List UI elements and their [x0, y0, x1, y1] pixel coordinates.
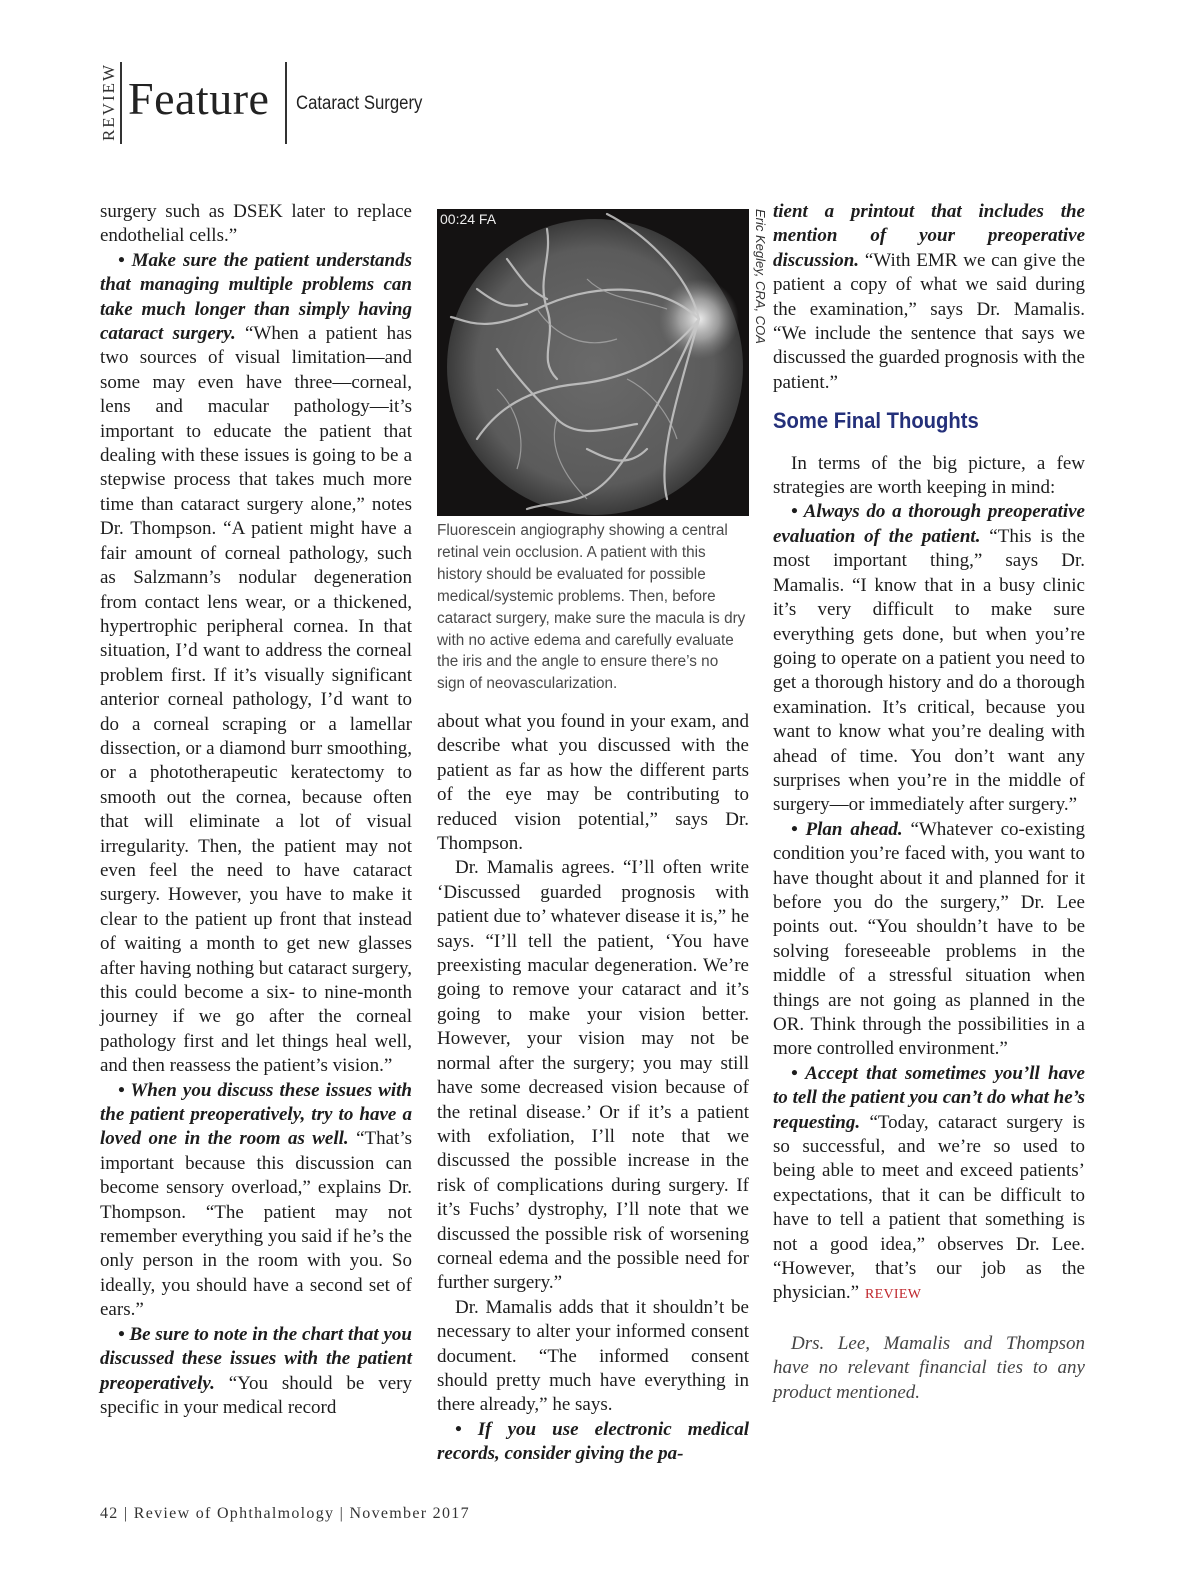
column-1: [100, 200, 412, 1420]
column-2: [437, 710, 749, 1467]
bullet-lead: tient a printout that includes the mention of your preoperative discussion.: [773, 201, 1085, 271]
photo-credit-text: Eric Kegley, CRA, COA: [753, 209, 768, 344]
section-heading: Some Final Thoughts: [773, 408, 979, 434]
bullet-lead: • Make sure the patient understands that managing multiple problems can take much longer than simply having cataract surgery.: [100, 249, 412, 345]
paragraph: [773, 500, 1085, 817]
retina-image: [437, 209, 749, 516]
separator: |: [123, 1505, 129, 1522]
issue-date: November 2017: [349, 1505, 470, 1522]
header-divider: [285, 62, 287, 144]
paragraph-text: “When a patient has two sources of visual limitation—and some may even have three—corneal, lens and macular pathology—it’s important to educate the patient that dealing with these issues is going to be a stepwise process that takes much more time than cataract surgery alone,” notes Dr. Thompson. “A patient might have a fair amount of corneal pathology, such as Salzmann’s nodular degeneration from contact lens wear, or a thickened, hypertrophic peripheral cornea. In that situation, I’d want to address the corneal problem first. If it’s visually significant anterior corneal pathology, I’d want to do a corneal scraping or a lamellar dissection, or a diamond burr smoothing, or a phototherapeutic keratectomy to smooth out the cornea, because often that will eliminate a lot of visual irregularity. Then, the patient may not even feel the need to have cataract surgery. However, you have to make it clear to the patient up front that instead of waiting a month to get new glasses after having nothing but cataract surgery, this could become a six- to nine-month journey if we go after the corneal pathology first and let things heal well, and then reassess the patient’s vision.”: [100, 323, 412, 1077]
header-divider: [120, 62, 122, 144]
paragraph: In terms of the big picture, a few strategies are worth keeping in mind:: [773, 452, 1085, 499]
disclosure: Drs. Lee, Mamalis and Thompson have no relevant financial ties to any product mentioned.: [773, 1332, 1085, 1403]
paragraph-text: “Today, cataract surgery is so successful, and we’re so used to being able to meet and exceed patients’ expectations, that it can be difficult to have to tell a patient that something is not a good idea,” observes Dr. Lee. “However, that’s our job as the physician.”: [773, 1111, 1085, 1304]
bullet-lead: • If you use electronic medical records, consider giving the pa-: [437, 1418, 749, 1465]
end-mark-logo: REVIEW: [865, 1287, 922, 1303]
column-3: [773, 200, 1085, 1405]
bullet-lead: • When you discuss these issues with the patient preoperatively, try to have a loved one in the room as well.: [100, 1079, 412, 1150]
page-number: 42: [100, 1505, 119, 1522]
publication-name: Review of Ophthalmology: [133, 1505, 335, 1522]
paragraph-text: “That’s important because this discussion can become sensory overload,” explains Dr. Thompson. “The patient may not remember everything you said if he’s the only person in the room with you. So ideally, you should have a second set of ears.”: [100, 1128, 412, 1321]
bullet-lead: • Always do a thorough preoperative evaluation of the patient.: [773, 501, 1085, 547]
bullet-lead: • Be sure to note in the chart that you discussed these issues with the patient preoperatively.: [100, 1323, 412, 1394]
section-title: Feature: [128, 73, 270, 124]
figure-caption: Fluorescein angiography showing a central retinal vein occlusion. A patient with this history should be evaluated for possible medical/systemic problems. Then, before cataract surgery, make sure the macula is dry with no active edema and carefully evaluate the iris and the angle to ensure there’s no sign of neovascularization.: [437, 522, 746, 693]
paragraph: [773, 200, 1085, 395]
paragraph: [100, 1079, 412, 1323]
paragraph: Dr. Mamalis adds that it shouldn’t be necessary to alter your informed consent document. “The informed consent should pretty much have everything in there already,” he says.: [437, 1296, 749, 1416]
paragraph: about what you found in your exam, and describe what you discussed with the patient as far as how the different parts of the eye may be contributing to reduced vision potential,” says Dr. Thompson.: [437, 711, 749, 855]
timestamp-label: 00:24 FA: [440, 211, 497, 227]
paragraph: [773, 818, 1085, 1062]
paragraph-text: “This is the most important thing,” says Dr. Mamalis. “I know that in a busy clinic it’s very difficult to make sure everything gets done, but when you’re going to operate on a patient you need to get a thorough history and do a thorough examination. It’s critical, because you want to know what you’re dealing with ahead of time. You don’t want any surprises when you’re in the middle of surgery—or immediately after surgery.”: [773, 525, 1085, 816]
review-logo: [96, 60, 122, 144]
paragraph: surgery such as DSEK later to replace endothelial cells.”: [100, 201, 412, 247]
separator: |: [339, 1505, 345, 1522]
paragraph-text: “Whatever co-existing condition you’re faced with, you want to have thought about it and planned for it before you do the surgery,” Dr. Lee points out. “You shouldn’t have to be solving foreseeable problems in the middle of a stressful situation when things are not going as planned in the OR. Think through the possibilities in a more controlled environment.”: [773, 818, 1085, 1060]
paragraph-text: “With EMR we can give the patient a copy of what we said during the examination,” says Dr. Mamalis. “We include the sentence that says we discussed the guarded prognosis with the patient.”: [773, 249, 1085, 393]
paragraph: Dr. Mamalis agrees. “I’ll often write ‘Discussed guarded prognosis with patient due to’ whatever disease it is,” he says. “I’ll tell the patient, ‘You have preexisting macular degeneration. We’re going to remove your cataract and it’s going to make your vision better. However, your vision may not be normal after the surgery; you may still have some decreased vision because of the retinal disease.’ Or if it’s a patient with exfoliation, I’ll note that we discussed the possible increase in the risk of complications during surgery. If it’s Fuchs’ dystrophy, I’ll note that we discussed the possible risk of worsening corneal edema and the possible need for further surgery.”: [437, 857, 749, 1294]
bullet-lead: • Plan ahead.: [791, 818, 903, 840]
page-footer: [100, 1505, 470, 1523]
topic-label: Cataract Surgery: [296, 93, 423, 114]
brand-label: REVIEW: [99, 62, 118, 142]
paragraph: [773, 1062, 1085, 1308]
paragraph: [100, 249, 412, 1079]
paragraph: [100, 1323, 412, 1421]
paragraph-text: “You should be very specific in your medical record: [100, 1372, 412, 1418]
angiography-image: [437, 209, 749, 516]
photo-credit: [752, 209, 770, 344]
bullet-lead: • Accept that sometimes you’ll have to tell the patient you can’t do what he’s requesting.: [773, 1062, 1085, 1133]
paragraph: [437, 1418, 749, 1467]
